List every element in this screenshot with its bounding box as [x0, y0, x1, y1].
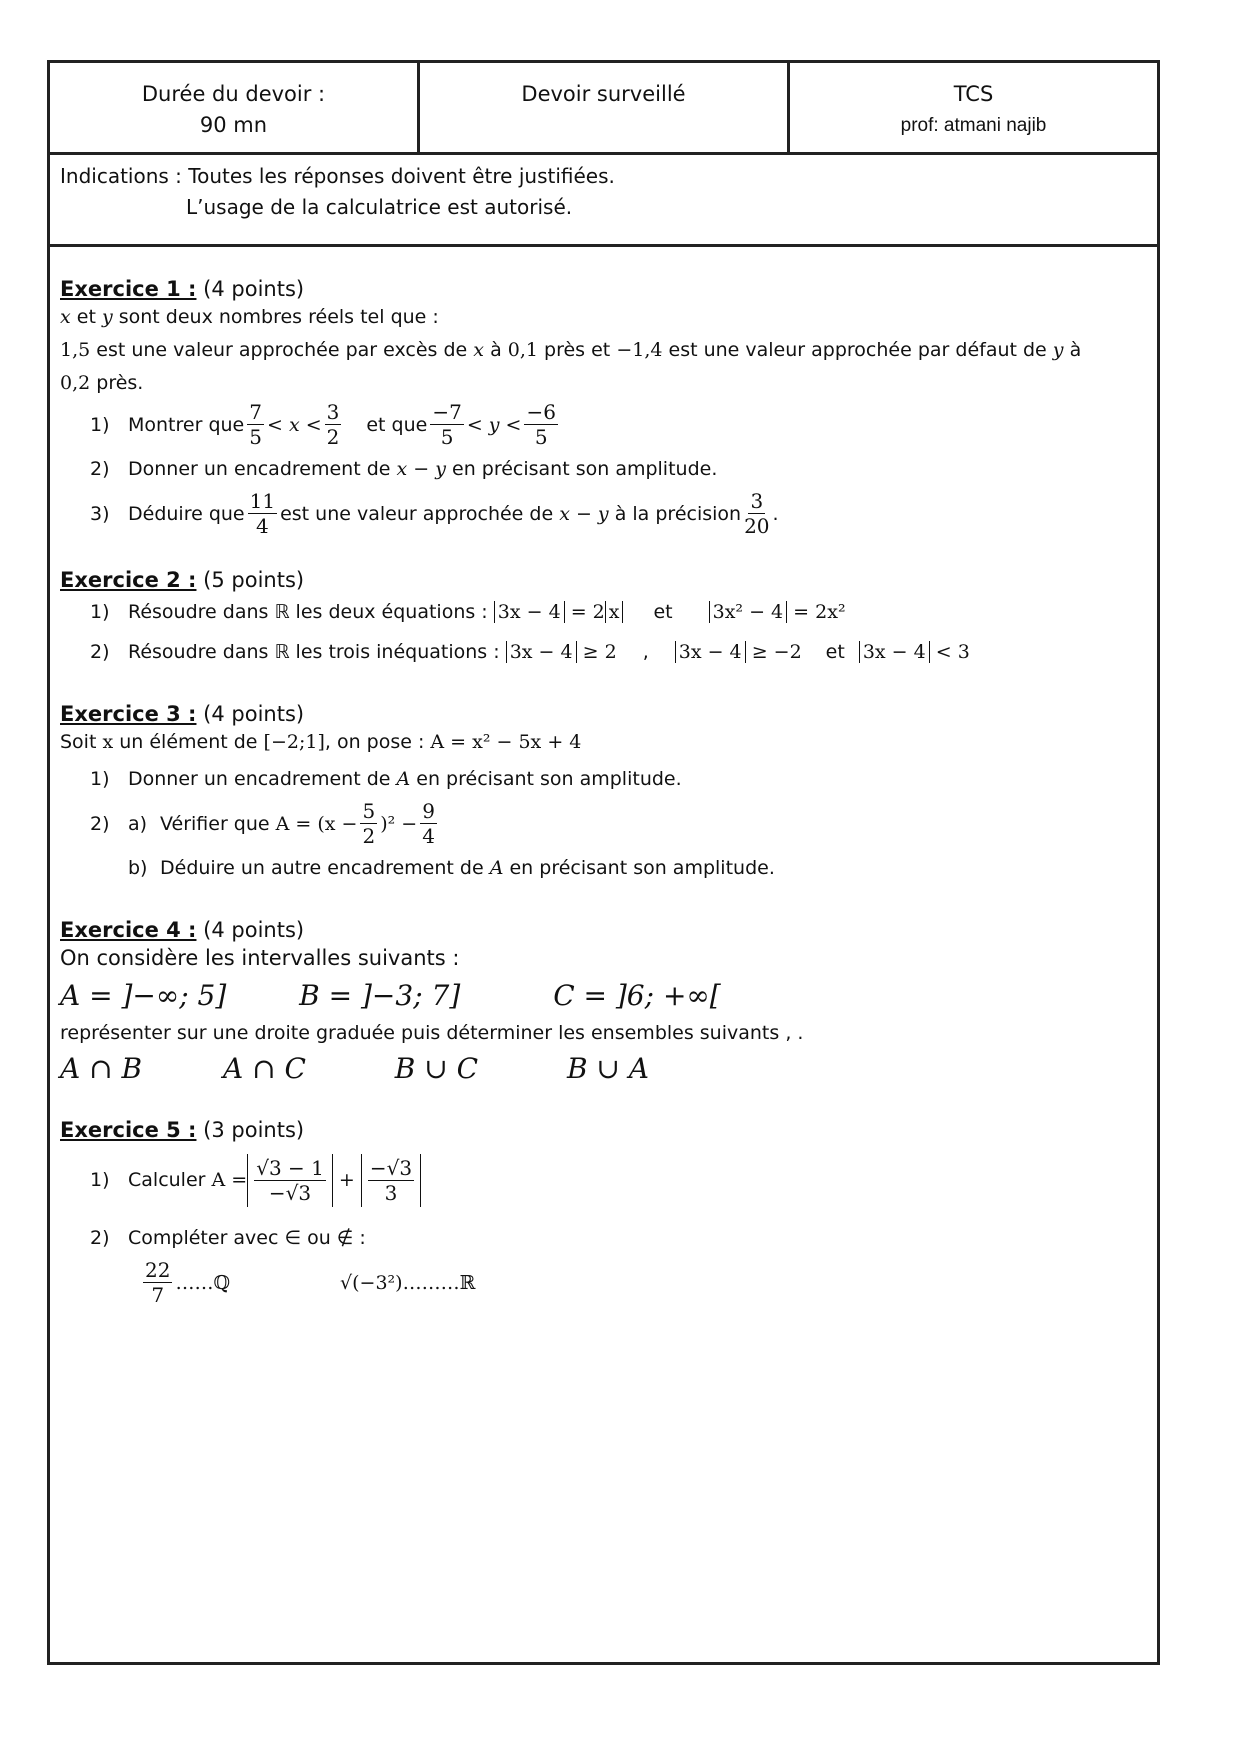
ex4-sets: A ∩ B A ∩ C B ∪ C B ∪ A [60, 1052, 650, 1085]
ex1-question-1: 1) Montrer que $\frac{7}{5}$ < x < $\frac{3}{2}$ et que $\frac{-7}{5}$ < y < $\frac{-6}{5}$ [90, 400, 556, 449]
ex5-question-2: 2) Compléter avec ∈ ou ∉ : [90, 1227, 366, 1249]
ex1-question-3: 3) Déduire que $\frac{11}{4}$ est une valeur approchée de x − y à la précision $\frac{3}{20}$ . [90, 489, 779, 538]
ex4-instruction: représenter sur une droite graduée puis déterminer les ensembles suivants , . [60, 1022, 804, 1044]
exercise-5-title: Exercice 5 : (3 points) [60, 1118, 305, 1142]
header-table [50, 63, 1157, 155]
ex1-question-2: 2) Donner un encadrement de x − y en précisant son amplitude. [90, 458, 718, 480]
exam-type-cell: Devoir surveillé [417, 63, 787, 152]
duration-cell: Durée du devoir : 90 mn [141, 82, 326, 137]
ex1-intro-3: 0,2 près. [60, 372, 144, 394]
ex4-intervals: A = ]−∞; 5] B = ]−3; 7] C = ]6; +∞[ [60, 979, 721, 1012]
ex3-question-2a: 2) a) Vérifier que A = (x − $\frac{5}{2}$ )² − $\frac{9}{4}$ [90, 799, 435, 848]
ex4-intro: On considère les intervalles suivants : [60, 946, 460, 970]
exercises [60, 247, 1137, 1307]
ex1-intro-2: 1,5 est une valeur approchée par excès de x à 0,1 près et −1,4 est une valeur approchée par défaut de y à [60, 339, 1082, 361]
ex2-question-1: 1) Résoudre dans ℝ les deux équations : 3x − 4 = 2 x et 3x² − 4 = 2x² [90, 601, 846, 623]
exercise-4-title: Exercice 4 : (4 points) [60, 918, 305, 942]
ex3-question-1: 1) Donner un encadrement de A en précisant son amplitude. [90, 768, 682, 790]
ex1-intro-1: x et y sont deux nombres réels tel que : [60, 306, 439, 328]
exam-sheet [47, 60, 1160, 1665]
ex2-question-2: 2) Résoudre dans ℝ les trois inéquations : 3x − 4 ≥ 2 , 3x − 4 ≥ −2 et 3x − 4 < 3 [90, 641, 970, 663]
class-cell: TCS prof: atmani najib [787, 63, 1157, 152]
ex3-question-2b: b) Déduire un autre encadrement de A en précisant son amplitude. [128, 857, 775, 879]
ex5-question-1: 1) Calculer A = $\frac{√3 - 1}{-√3}$ + $\frac{-√3}{3}$ [60, 1142, 1137, 1218]
exercise-2-title: Exercice 2 : (5 points) [60, 568, 305, 592]
exercise-1-title: Exercice 1 : (4 points) [60, 277, 305, 301]
ex3-intro: Soit x un élément de [−2;1], on pose : A = x² − 5x + 4 [60, 731, 582, 753]
indications: Indications : Toutes les réponses doivent être justifiées. L’usage de la calculatrice est autorisé. [50, 155, 1157, 247]
ex5-blanks: $\frac{22}{7}$ ……ℚ √(−3²)………ℝ [145, 1258, 476, 1307]
exercise-3-title: Exercice 3 : (4 points) [60, 702, 305, 726]
